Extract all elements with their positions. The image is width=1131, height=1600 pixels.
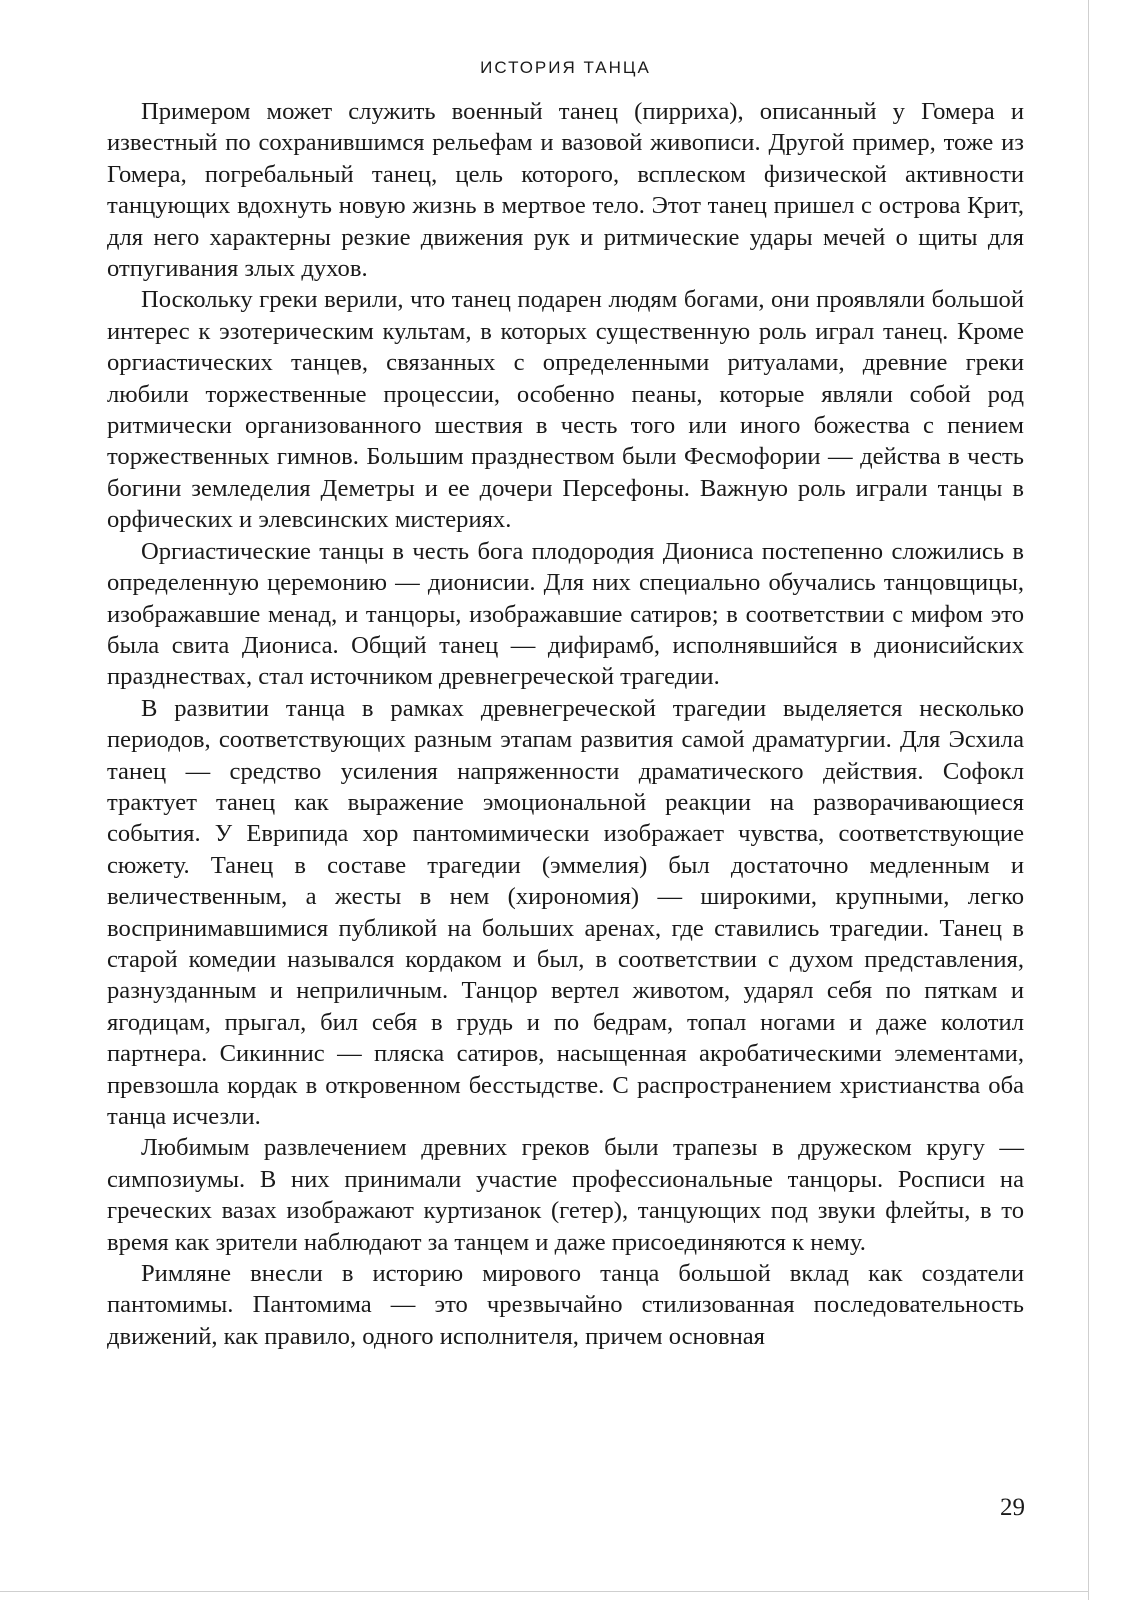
paragraph: Римляне внесли в историю мирового танца большой вклад как создатели пантомимы. Пантомима — это чрезвычайно стилизованная последовательность движений, как правило, одного исполнителя, причем основная xyxy=(107,1260,1024,1350)
paragraph: Оргиастические танцы в честь бога плодородия Диониса постепенно сложились в определенную церемонию — дионисии. Для них специально обучались танцовщицы, изображавшие менад, и танцоры, изображавшие сатиров; в соответствии с мифом это была свита Диониса. Общий танец — дифирамб, исполнявшийся в дионисийских празднествах, стал источником древнегреческой трагедии. xyxy=(107,537,1024,691)
paragraph: Примером может служить военный танец (пирриха), описанный у Гомера и известный по сохранившимся рельефам и вазовой живописи. Другой пример, тоже из Гомера, погребальный танец, цель которого, всплеском физической активности танцующих вдохнуть новую жизнь в мертвое тело. Этот танец пришел с острова Крит, для него характерны резкие движения рук и ритмические удары мечей о щиты для отпугивания злых духов. xyxy=(107,98,1024,283)
body-text xyxy=(107,96,1024,1352)
paragraph: В развитии танца в рамках древнегреческой трагедии выделяется несколько периодов, соответствующих разным этапам развития самой драматургии. Для Эсхила танец — средство усиления напряженности драматического действия. Софокл трактует танец как выражение эмоциональной реакции на разворачивающиеся события. У Еврипида хор пантомимически изображает чувства, соответствующие сюжету. Танец в составе трагедии (эммелия) был достаточно медленным и величественным, а жесты в нем (хирономия) — широкими, крупными, легко воспринимавшимися публикой на больших аренах, где ставились трагедии. Танец в старой комедии назывался кордаком и был, в соответствии с духом представления, разнузданным и неприличным. Танцор вертел животом, ударял себя по пяткам и ягодицам, прыгал, бил себя в грудь и по бедрам, топал ногами и даже колотил партнера. Сикиннис — пляска сатиров, насыщенная акробатическими элементами, превзошла кордак в откровенном бесстыдстве. С распространением христианства оба танца исчезли. xyxy=(107,694,1024,1130)
paragraph: Любимым развлечением древних греков были трапезы в дружеском кругу — симпозиумы. В них принимали участие профессиональные танцоры. Росписи на греческих вазах изображают куртизанок (гетер), танцующих под звуки флейты, в то время как зрители наблюдают за танцем и даже присоединяются к нему. xyxy=(107,1134,1024,1256)
page-edge-right xyxy=(1088,0,1089,1600)
running-head: ИСТОРИЯ ТАНЦА xyxy=(480,58,651,77)
page-number: 29 xyxy=(1000,1494,1025,1521)
paragraph: Поскольку греки верили, что танец подарен людям богами, они проявляли большой интерес к эзотерическим культам, в которых существенную роль играл танец. Кроме оргиастических танцев, связанных с определенными ритуалами, древние греки любили торжественные процессии, особенно пеаны, которые являли собой род ритмически организованного шествия в честь того или иного божества с пением торжественных гимнов. Большим празднеством были Фесмофории — действа в честь богини земледелия Деметры и ее дочери Персефоны. Важную роль играли танцы в орфических и элевсинских мистериях. xyxy=(107,286,1024,534)
page-edge-bottom xyxy=(0,1591,1089,1592)
